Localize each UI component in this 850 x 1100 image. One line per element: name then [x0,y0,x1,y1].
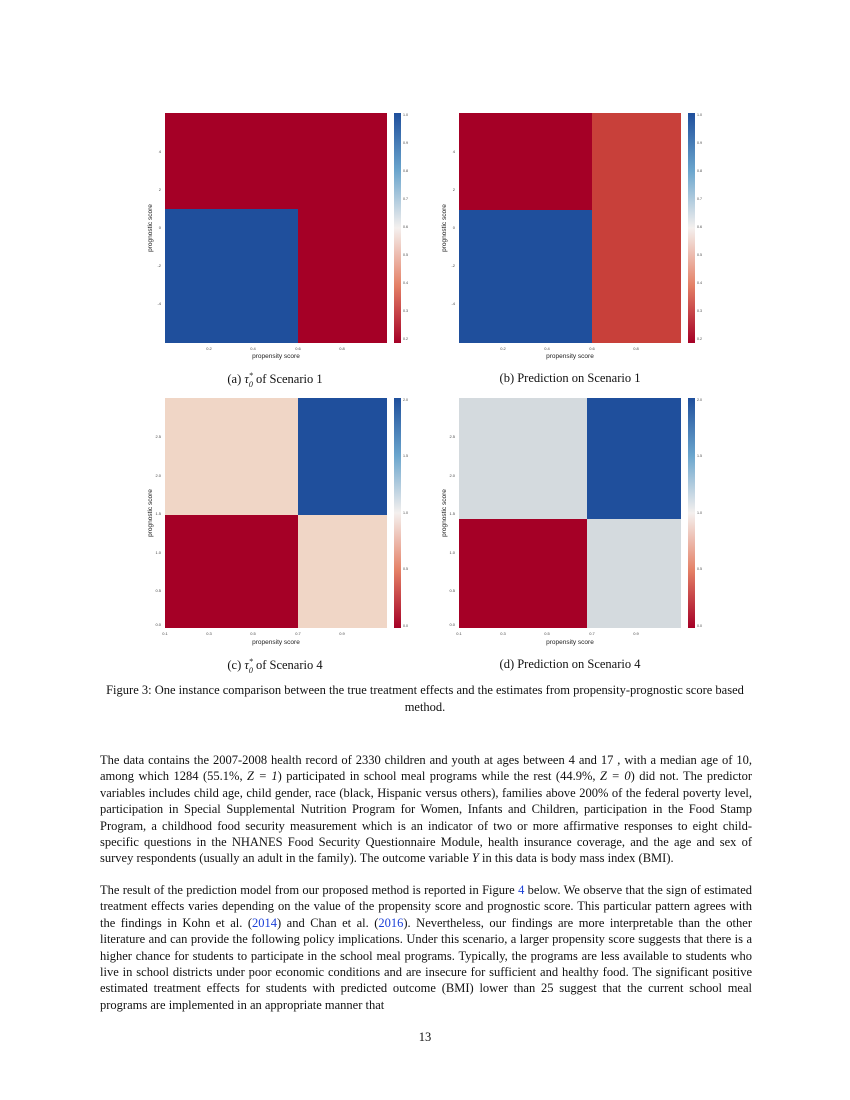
text-run: ) did not. The predictor variables includes child age, child gender, race (black, Hispanic versus others), families above 200 [100,769,753,800]
tau-sub: 0 [248,379,253,389]
subcaption-c-prefix: (c) [227,658,245,673]
tau-sup: * [248,371,253,380]
colorbar-tick: 0.2 [403,337,408,341]
tau-symbol [244,371,253,389]
y-axis-label: prognostic score [147,204,154,252]
colorbar-tick: 0.8 [403,169,408,173]
tau-sub: 0 [248,665,253,675]
math-y: Y [471,851,479,866]
x-tick: 0.4 [544,346,550,351]
subcaption-c [145,657,405,675]
text-run: , [239,769,248,784]
subcaption-a-prefix: (a) [227,372,245,387]
y-axis-label: prognostic score [441,489,448,537]
colorbar-tick: 0.6 [697,225,702,229]
x-tick: 0.5 [250,631,256,636]
y-tick: 1.5 [155,511,161,516]
y-axis-label: prognostic score [441,204,448,252]
heatmap-cell [587,519,681,628]
colorbar-tick: 0.9 [403,141,408,145]
tau-symbol [244,657,253,675]
y-tick: 0 [452,225,455,230]
x-axis-label: propensity score [252,353,300,360]
y-tick: -4 [451,301,455,306]
subcaption-a-suffix: of Scenario 1 [252,372,323,387]
text-run: below. We observe that the sign of estimated treatment effects varies depending on the value of the propensity score and prognostic score. This particular pattern agrees with the findings in Kohn et al. ( [100,883,752,930]
math-z: Z = 0 [600,769,631,784]
text-run: The result of the prediction model from our proposed method is reported in Figure [100,883,519,897]
x-axis-label: propensity score [546,639,594,646]
text-run: % [229,769,240,784]
y-tick: 0.0 [155,622,161,627]
colorbar [688,113,695,343]
y-tick: 0 [158,225,161,230]
colorbar-tick: 1.0 [403,511,408,515]
subcaption-d: (d) Prediction on Scenario 4 [499,657,641,671]
panel-a-heatmap [140,108,415,363]
x-tick: 0.3 [500,631,506,636]
page-number: 13 [418,1030,432,1044]
colorbar-tick: 0.2 [697,337,702,341]
subcaption-a [145,371,405,389]
y-tick: 0.5 [449,588,455,593]
text-run: ). Nevertheless, our findings are more interpretable than the other literature and can provide the following policy implications. Under this scenario, a larger propensity score suggests that there is a higher chance for students to participate in the school meal programs. Typically, the programs are less available to students who live in school districts under poor economic conditions and are insecure for sufficient and healthy food. The significant positive estimated treatment effects for students with predicted outcome (BMI) lower than 25 suggest that the current school meal programs are implemented in an appropriate manner that [100,915,752,1012]
colorbar-tick: 1.5 [403,454,408,458]
x-tick: 0.8 [633,346,639,351]
tau-letter: τ [244,372,249,387]
colorbar-tick: 2.0 [697,398,702,402]
figure-caption: Figure 3: One instance comparison between the true treatment effects and the estimates from propensity-prognostic score based method. [106,683,744,714]
x-tick: 0.6 [589,346,595,351]
y-tick: 2.5 [155,434,161,439]
citation-link[interactable]: 2014 [252,915,278,930]
x-axis-label: propensity score [252,639,300,646]
colorbar-tick: 0.0 [403,624,408,628]
x-tick: 0.9 [633,631,639,636]
heatmap-cell [165,209,298,343]
heatmap-cell [459,398,587,519]
colorbar [688,398,695,628]
x-tick: 0.7 [589,631,595,636]
y-tick: 2 [452,187,455,192]
heatmap-cell [165,398,298,515]
y-tick: 1.5 [449,511,455,516]
panel-c-heatmap [140,393,415,653]
x-tick: 0.2 [206,346,212,351]
colorbar-tick: 0.4 [403,281,408,285]
text-run: ) participated in school meal programs while the rest (44.9 [277,769,582,784]
text-run: in this data is body mass index (BMI). [478,851,674,866]
x-tick: 0.7 [295,631,301,636]
heatmap-cell [587,398,681,519]
text-run: % [581,769,593,784]
x-tick: 0.6 [295,346,301,351]
heatmap-cell [298,515,387,628]
colorbar-tick: 1.5 [697,454,702,458]
y-tick: 2.0 [155,473,161,478]
x-tick: 0.3 [206,631,212,636]
y-tick: -2 [451,263,455,268]
colorbar [394,398,401,628]
x-tick: 0.4 [250,346,256,351]
y-tick: 1.0 [449,550,455,555]
colorbar-tick: 1.0 [697,113,702,117]
y-tick: 2 [158,187,161,192]
x-tick: 0.8 [339,346,345,351]
colorbar-tick: 0.3 [403,309,408,313]
x-tick: 0.2 [500,346,506,351]
colorbar-tick: 0.3 [697,309,702,313]
y-tick: 0.0 [449,622,455,627]
x-tick: 0.1 [456,631,462,636]
colorbar [394,113,401,343]
colorbar-tick: 1.0 [403,113,408,117]
heatmap-cell [165,515,298,628]
colorbar-tick: 0.5 [697,567,702,571]
colorbar-tick: 0.7 [697,197,702,201]
colorbar-tick: 0.6 [403,225,408,229]
y-tick: 4 [158,149,161,154]
text-run: The data contains the 2007-2008 health record of 2330 children and youth at ages between 4 and 17 , with a median age of 10, among which 1284 (55.1 [100,753,752,784]
heatmap-cell [459,113,592,210]
colorbar-tick: 0.7 [403,197,408,201]
tau-sup: * [248,657,253,666]
colorbar-tick: 0.4 [697,281,702,285]
y-tick: 0.5 [155,588,161,593]
tau-letter: τ [244,658,249,673]
colorbar-tick: 1.0 [697,511,702,515]
heatmap-cell [459,519,587,628]
subcaption-c-suffix: of Scenario 4 [252,658,323,673]
colorbar-tick: 0.9 [697,141,702,145]
citation-link[interactable]: 2016 [378,915,404,930]
y-tick: 1.0 [155,550,161,555]
y-axis-label: prognostic score [147,489,154,537]
heatmap-cell [298,398,387,515]
y-tick: 4 [452,149,455,154]
x-tick: 0.5 [544,631,550,636]
text-run: of the federal poverty level, participation in Special Supplemental Nutrition Program for Women, Infants and Children, participation in the Food Stamp Program, a childhood food security measurement which is an indicator of two or more affirmative responses to eight child-specific questions in the NHANES Food Security Questionnaire Module, health insurance coverage, and the age and sex of survey respondents (usually an adult in the family). The outcome variable [100,785,752,866]
paragraph-results [100,882,752,1013]
panel-b-heatmap [434,108,709,363]
x-axis-label: propensity score [546,353,594,360]
y-tick: -2 [157,263,161,268]
y-tick: 2.0 [449,473,455,478]
colorbar-tick: 0.5 [697,253,702,257]
colorbar-tick: 0.8 [697,169,702,173]
math-z: Z = 1 [247,769,278,784]
y-tick: 2.5 [449,434,455,439]
colorbar-tick: 0.5 [403,253,408,257]
text-run: % [597,785,609,800]
colorbar-tick: 0.0 [697,624,702,628]
panel-d-heatmap [434,393,709,653]
text-run: , [592,769,600,784]
subcaption-b: (b) Prediction on Scenario 1 [499,371,641,385]
x-tick: 0.9 [339,631,345,636]
colorbar-tick: 2.0 [403,398,408,402]
heatmap-cell [592,113,681,343]
paragraph-data-description [100,752,752,867]
x-tick: 0.1 [162,631,168,636]
y-tick: -4 [157,301,161,306]
heatmap-cell [459,210,592,343]
text-run: ) and Chan et al. ( [277,915,379,930]
figure-reference-link[interactable]: 4 [518,883,525,897]
colorbar-tick: 0.5 [403,567,408,571]
